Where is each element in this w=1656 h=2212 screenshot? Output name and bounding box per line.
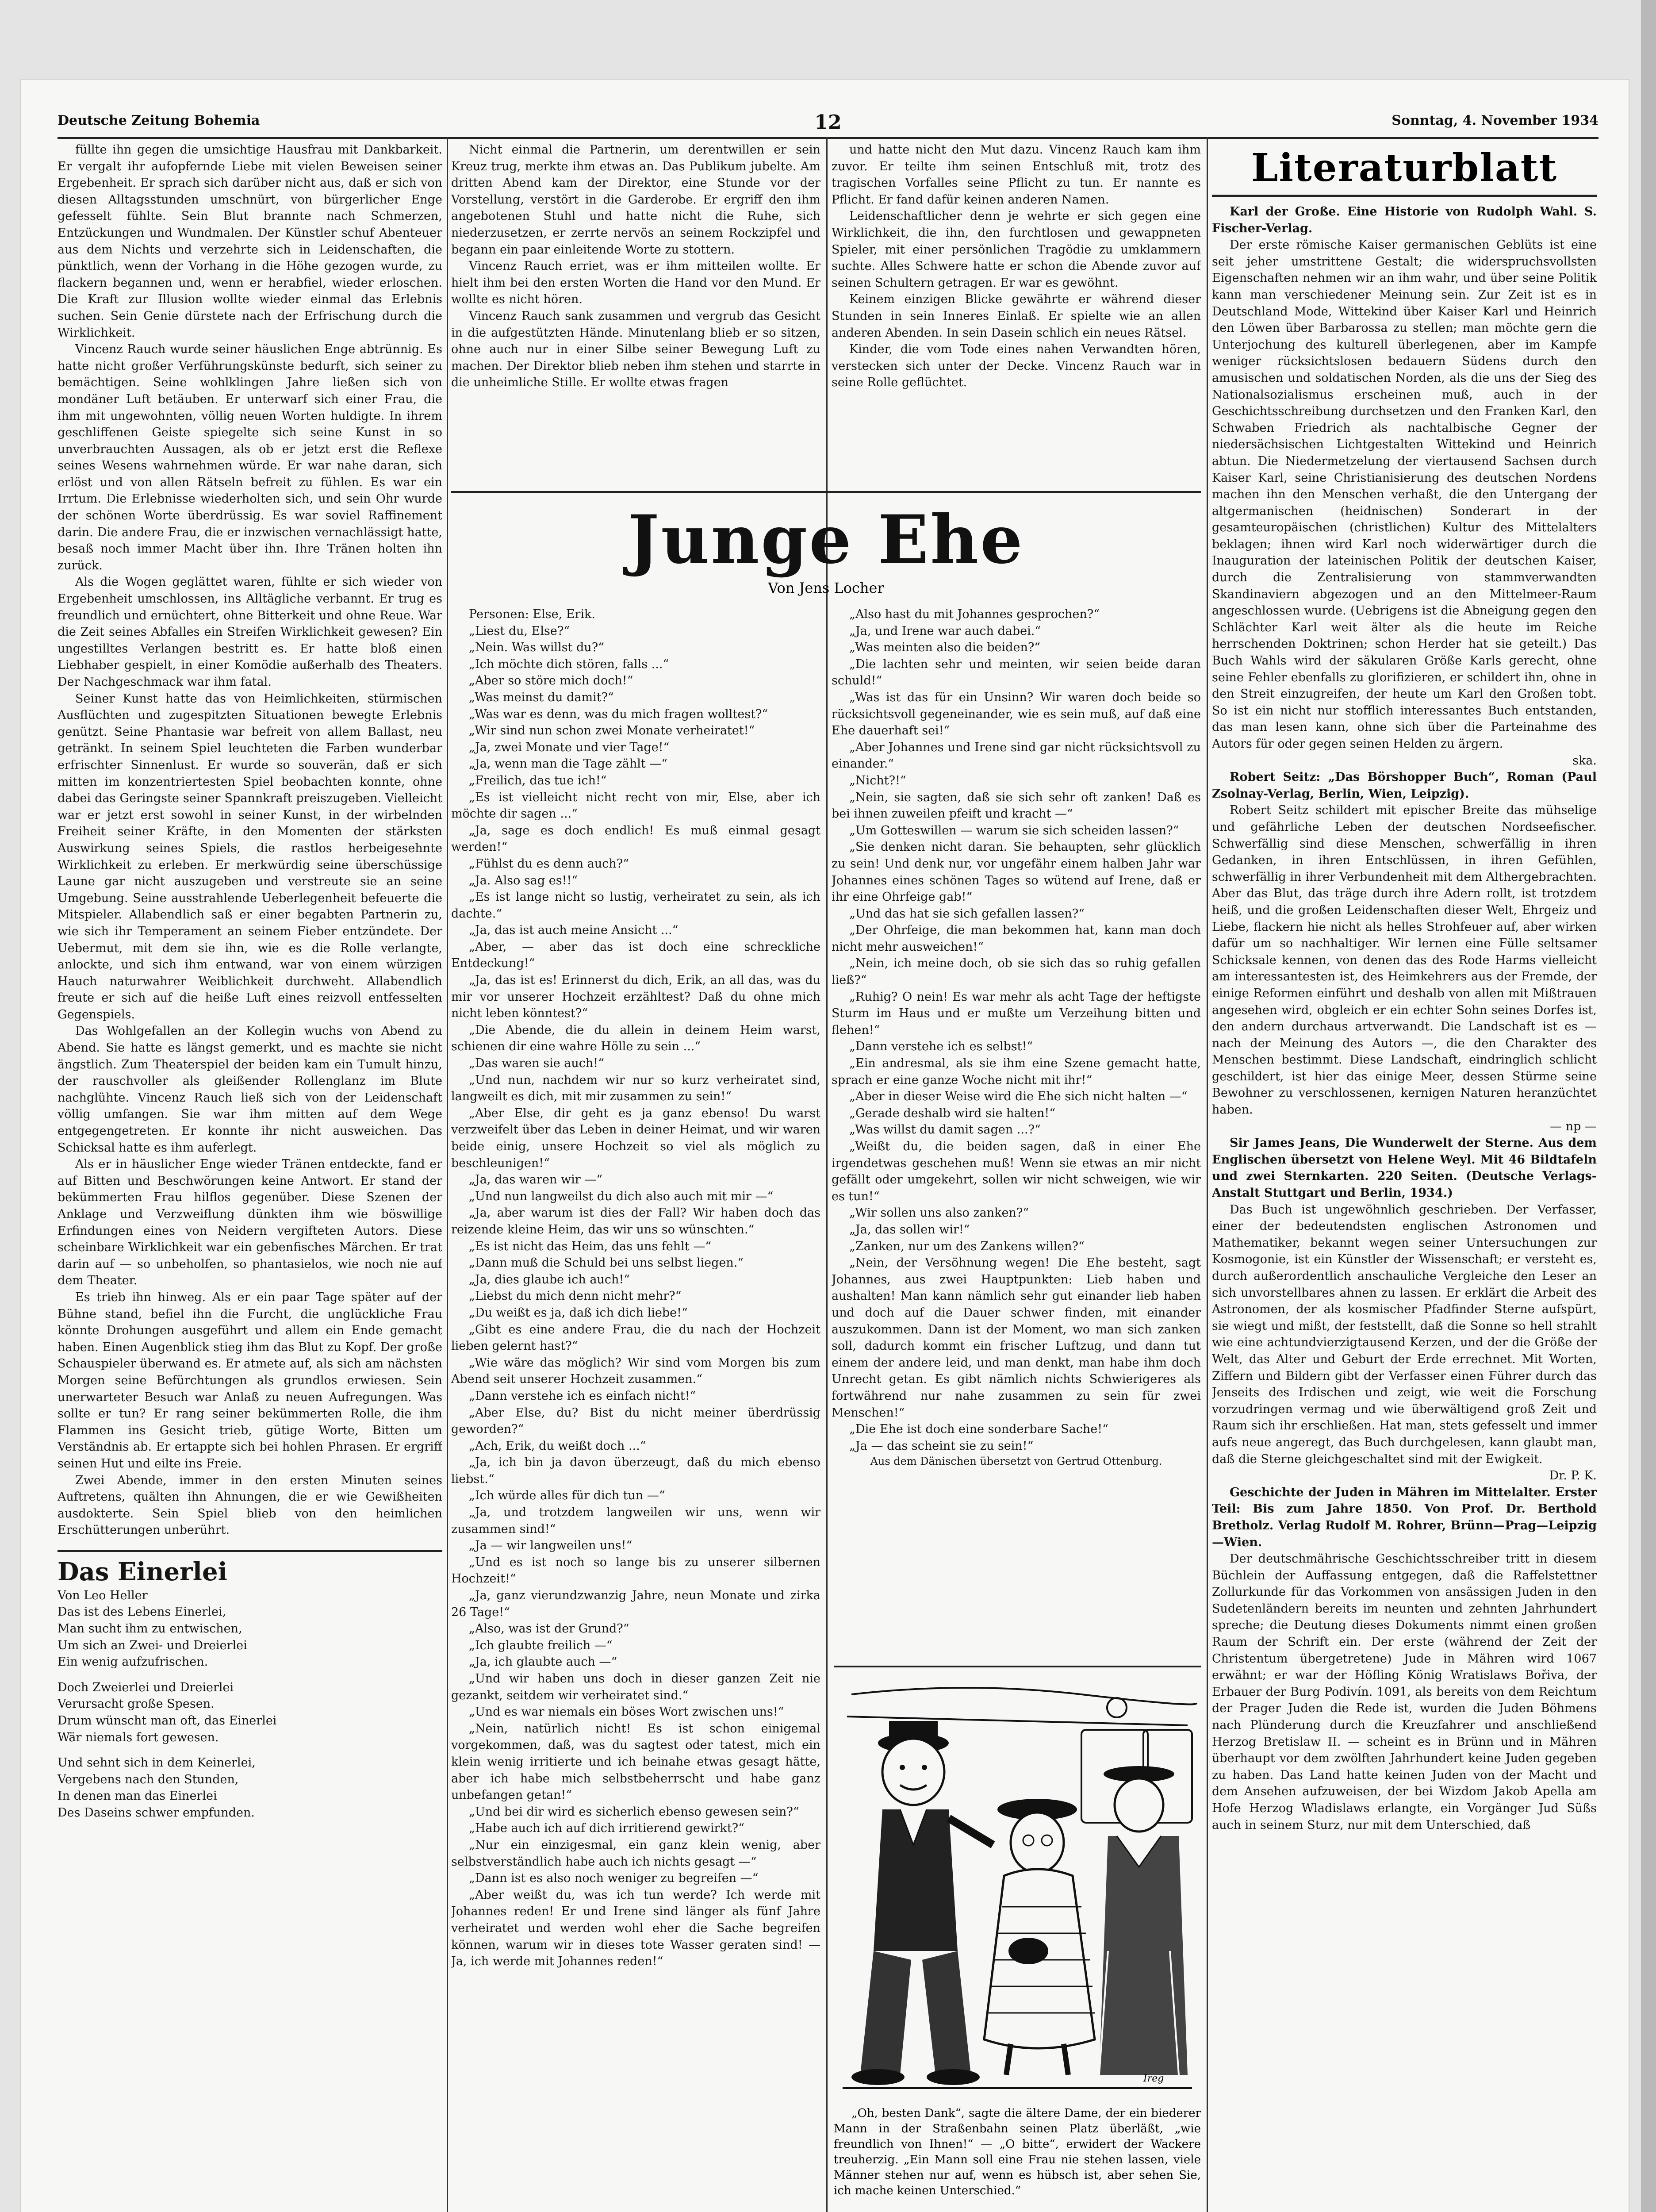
dialogue-line: „Die Ehe ist doch eine sonderbare Sache!“ [849,1422,1108,1436]
dialogue-line: „Zanken, nur um des Zankens willen?“ [849,1239,1085,1253]
dialogue-line: „Ja, das ist auch meine Ansicht ...“ [469,923,678,937]
dialogue-line: „Ein andresmal, als sie ihm eine Szene gemacht hatte, sprach er eine ganze Woche nicht mit ihr!“ [832,1056,1201,1087]
dialogue-line: „Und wir haben uns doch in dieser ganzen Zeit nie gezankt, seitdem wir verheiratet sind.“ [451,1672,820,1702]
dialogue-line: „Was war es denn, was du mich fragen wolltest?“ [469,707,768,721]
story-paragraph: Kinder, die vom Tode eines nahen Verwandten hören, verstecken sich unter der Decke. Vincenz Rauch war in seine Rolle geflüchtet. [832,342,1201,390]
dialogue-line: „Also hast du mit Johannes gesprochen?“ [849,607,1100,621]
poem-line: Um sich an Zwei- und Dreierlei [58,1638,247,1652]
poem-line: Und sehnt sich in dem Keinerlei, [58,1756,256,1770]
dialogue-line: „Du weißt es ja, daß ich dich liebe!“ [469,1306,688,1320]
story-paragraph: Zwei Abende, immer in den ersten Minuten seines Auftretens, quälten ihn Ahnungen, die er wie Gewißheiten ausdokterte. Sein Spiel blieb von den heimlichen Erschütterungen unberührt. [58,1473,442,1537]
dialogue-line: „Ja, das ist es! Erinnerst du dich, Erik, an all das, was du mir vor unserer Hochzeit erzähltest? Daß du ohne mich nicht leben könntest?“ [451,973,820,1021]
review-heading [1212,769,1597,802]
dialogue-line: „Habe auch ich auf dich irritierend gewirkt?“ [469,1821,744,1836]
page-header [58,113,1598,134]
newspaper-name: Deutsche Zeitung Bohemia [58,113,260,128]
dialogue-column-right [832,606,1201,1624]
review-text: Der erste römische Kaiser germanischen Geblüts ist eine seit jeher umstrittene Gestalt; die widerspruchsvollsten Eigenschaften nehmen wir an ihm wahr, und über seine Politik kann man verschiedener Meinung sein. Zur Zeit ist es in Deutschland Mode, Wittekind über Kaiser Karl und Heinrich den Löwen über Barbarossa zu stellen; man möchte gern die Unterjochung des kulturell überlegenen, aber im Kampfe weniger rücksichtslosen bedauern Südens durch den amusischen und soldatischen Norden, als die uns der Sieg des Nationalsozialismus erscheinen muß, auch in der Geschichtsschreibung durchsetzen und den Franken Karl, den Schwaben Friedrich als nachtalbische Gegner der niedersächsischen Lichtgestalten Wittekind und Heinrich abtun. Die Niedermetzelung der viertausend Sachsen durch Kaiser Karl, seine Christianisierung des deutschen Nordens machen ihn den Menschen verhaßt, die den Untergang der altgermanischen (heidnischen) Sonderart in der gesamteuropäischen (christlichen) Kultur des Mittelalters beklagen; ihnen wird Karl noch widerwärtiger durch die Inauguration der lateinischen Politik der deutschen Kaiser, durch die Zentralisierung von stammverwandten Skandinaviern abgezogen und an den Mittelmeer-Raum angeschlossen wurde. (Uebrigens ist die Abneigung gegen den Schlächter Karl weit älter als die heute im Reiche herrschenden Doktrinen; schon Herder hat sie geteilt.) Das Buch Wahls wird der säkularen Größe Karls gerecht, ohne seine Fehler ebenfalls zu glorifizieren, er schildert ihn, ohne in den Streit einzugreifen, der heute um Karl den Großen tobt. So ist ein nicht nur stofflich interessantes Buch entstanden, das man lesen kann, ohne sich über die Parteinahme des Autors für oder gegen seinen Helden zu ärgern. [1212,238,1597,751]
review-signature: Dr. P. K. [1549,1469,1597,1483]
dialogue-line: „Nein, sie sagten, daß sie sich sehr oft zanken! Daß es bei ihnen zuweilen pfeift und kracht —“ [832,790,1201,821]
review-heading [1212,1135,1597,1201]
story-paragraph: Das Wohlgefallen an der Kollegin wuchs von Abend zu Abend. Sie hatte es längst gemerkt, und es machte sie nicht ängstlich. Zum Theaterspiel der beiden kam ein Tumult hinzu, der rauschvoller als gleißender Rollenglanz im Blute nachglühte. Vincenz Rauch ließ sich von der Leidenschaft völlig umfangen. Sie war ihm mitten auf dem Wege entgegengetreten. Er konnte ihr nicht ausweichen. Das Schicksal hatte es ihm auferlegt. [58,1024,442,1155]
dialogue-line: „Nur ein einzigesmal, ein ganz klein wenig, aber selbstverständlich habe auch ich nichts gesagt —“ [451,1838,820,1869]
story-column-1 [58,142,442,2212]
review-signature: — np — [1550,1119,1597,1133]
dialogue-line: „Ja, wenn man die Tage zählt —“ [469,757,668,771]
review-title: Robert Seitz: „Das Börshopper Buch“, Roman (Paul Zsolnay-Verlag, Berlin, Wien, Leipzig). [1212,770,1597,801]
translation-note: Aus dem Dänischen übersetzt von Gertrud Ottenburg. [870,1455,1162,1468]
dialogue-line: „Ich würde alles für dich tun —“ [469,1489,665,1503]
dialogue-line: „Wie wäre das möglich? Wir sind vom Morgen bis zum Abend seit unserer Hochzeit zusammen.“ [451,1356,820,1386]
dialogue-line: „Ich glaubte freilich —“ [469,1638,613,1652]
story-paragraph: und hatte nicht den Mut dazu. Vincenz Rauch kam ihm zuvor. Er teilte ihm seinen Entschluß mit, trotz des tragischen Vorfalles seine Pflicht zu tun. Er nannte es Pflicht. Er fand dafür keinen anderen Namen. [832,143,1201,207]
section-rule [1212,195,1597,197]
poem-line: Doch Zweierlei und Dreierlei [58,1680,234,1694]
dialogue-line: „Nein. Was willst du?“ [469,641,604,655]
dialogue-line: „Dann verstehe ich es selbst!“ [849,1040,1033,1054]
dialogue-line: „Ja — das scheint sie zu sein!“ [849,1439,1034,1453]
review-heading [1212,1484,1597,1551]
dialogue-line: „Was willst du damit sagen ...?“ [849,1123,1041,1137]
dialogue-line: „Und nun langweilst du dich also auch mit mir —“ [469,1189,774,1203]
dialogue-line: „Das waren sie auch!“ [469,1056,604,1071]
dialogue-line: „Gerade deshalb wird sie halten!“ [849,1106,1056,1120]
review-column [1212,204,1597,2212]
dialogue-line: „Nicht?!“ [849,773,906,787]
dialogue-line: „Ja, sage es doch endlich! Es muß einmal gesagt werden!“ [451,823,820,854]
dialogue-line: „Aber in dieser Weise wird die Ehe sich nicht halten —“ [849,1090,1188,1104]
poem-byline: Von Leo Heller [58,1588,148,1602]
dialogue-line: „Aber weißt du, was ich tun werde? Ich werde mit Johannes reden! Er und Irene sind länger als fünf Jahre verheiratet und werden wohl eher die Sache begreifen können, warum wir in dieses tote Wasser geraten sind! — Ja, ich werde mit Johannes reden!“ [451,1888,820,1969]
dialogue-line: „Dann verstehe ich es einfach nicht!“ [469,1389,696,1403]
dialogue-line: „Sie denken nicht daran. Sie behaupten, sehr glücklich zu sein! Und denk nur, vor ungefähr einem halben Jahr war Johannes eines schönen Tages so wütend auf Irene, daß er ihr eine Ohrfeige gab!“ [832,840,1201,904]
dialogue-line: „Ja, aber warum ist dies der Fall? Wir haben doch das reizende kleine Heim, das wir uns so wünschten.“ [451,1206,820,1237]
dialogue-line: „Aber Else, du? Bist du nicht meiner überdrüssig geworden?“ [451,1406,820,1436]
dialogue-line: „Ja. Also sag es!!“ [469,873,578,887]
poem-line: Ein wenig aufzufrischen. [58,1655,208,1669]
dialogue-line: „Wir sollen uns also zanken?“ [849,1206,1029,1220]
dialogue-line: „Und nun, nachdem wir nur so kurz verheiratet sind, langweilt es dich, mit mir zusammen zu sein!“ [451,1073,820,1104]
tram-cartoon [834,1677,1201,2101]
section-title-literaturblatt: Literaturblatt [1251,146,1558,190]
dialogue-line: „Weißt du, die beiden sagen, daß in einer Ehe irgendetwas geschehen muß! Wenn sie etwas an mir nicht gefällt oder umgekehrt, sollen wir nicht schweigen, wie wir es tun!“ [832,1140,1201,1203]
dialogue-line: „Und es war niemals ein böses Wort zwischen uns!“ [469,1705,784,1719]
review-signature: ska. [1572,753,1597,768]
dialogue-line: Personen: Else, Erik. [469,607,595,621]
column-rule-2 [826,137,828,2212]
poem-line: Vergebens nach den Stunden, [58,1772,239,1786]
dialogue-line: „Dann ist es also noch weniger zu begreifen —“ [469,1871,759,1886]
story-paragraph: Seiner Kunst hatte das von Heimlichkeiten, stürmischen Ausflüchten und zugespitzten Situationen bewegte Erlebnis genützt. Seine Phantasie war befreit von allem Ballast, neu getränkt. In seinem Spiel leuchteten die Farben wunderbar erfrischter Sinnenlust. Er wurde so souverän, daß er sich mitten im konzentriertesten Spiel beobachten konnte, ohne dabei das Geringste seiner Spannkraft preiszugeben. Vielleicht war er jetzt erst sowohl in seiner Kunst, in der wirbelnden Freiheit seiner Kräfte, in den Momenten der stärksten Auswirkung seines Spiels, die rastlos herbeigesehnte Wirklichkeit zu erleben. Er merkwürdig seine überschüssige Laune gar nicht auszugeben und verstreute sie an seine Umgebung. Seine ausstrahlende Ueberlegenheit befeuerte die Mitspieler. Allabendlich saß er einer begabten Partnerin zu, wie sich ihr Temperament an seinem Fieber entzündete. Der Uebermut, mit dem sie ihn, wie es die Rolle verlangte, anlockte, und sich ihm entwand, war von einem würzigen Hauch naturwahrer Weiblichkeit durchweht. Allabendlich freute er sich auf die heiße Luft eines reizvoll entfesselten Gegenspiels. [58,691,442,1022]
story-paragraph: füllte ihn gegen die umsichtige Hausfrau mit Dankbarkeit. Er vergalt ihr aufopfernde Liebe mit vielen Beweisen seiner Ergebenheit. Er sprach sich darüber nicht aus, daß er sich von diesen Alltagsstunden umschnürt, von bürgerlicher Enge gefesselt fühlte. Sein Blut brannte nach Schmerzen, Entzückungen und Wundmalen. Der Künstler schuf Abenteuer aus dem Nichts und verzehrte sich in Leidenschaften, die pünktlich, wenn der Vorhang in die Höhe gezogen wurde, zu flackern begannen und, wenn er herabfiel, wieder erloschen. Die Kraft zur Illusion wollte wieder einmal das Erlebnis suchen. Sein Genie dürstete nach der Erfrischung durch die Wirklichkeit. [58,143,442,340]
dialogue-line: „Liest du, Else?“ [469,624,570,638]
dialogue-line: „Ja, zwei Monate und vier Tage!“ [469,740,670,754]
dialogue-line: „Und bei dir wird es sicherlich ebenso gewesen sein?“ [469,1805,799,1819]
caption-text: „Oh, besten Dank“, sagte die ältere Dame, der ein biederer Mann in der Straßenbahn seinen Platz überläßt, „wie freundlich von Ihnen!“ — „O bitte“, erwidert der Wackere treuherzig. „Ein Mann soll eine Frau nie stehen lassen, viele Männer stehen nur auf, wenn es hübsch ist, aber sehen Sie, ich mache keinen Unterschied.“ [834,2107,1201,2197]
story-paragraph: Keinem einzigen Blicke gewährte er während dieser Stunden in sein Inneres Einlaß. Er spielte wie an allen anderen Abenden. In sein Dasein schlich ein neues Rätsel. [832,292,1201,340]
column-rule-3 [1207,137,1208,2212]
article-title: Junge Ehe [628,501,1024,579]
stanza-gap [58,1746,442,1755]
dialogue-line: „Ja, und trotzdem langweilen wir uns, wenn wir zusammen sind!“ [451,1505,820,1536]
story-paragraph: Als die Wogen geglättet waren, fühlte er sich wieder von Ergebenheit umschlossen, ins Alltägliche verbannt. Er trug es freundlich und ernüchtert, ohne Bitterkeit und ohne Reue. War die Zeit seines Abfalles ein Streifen Wirklichkeit gewesen? Ein ungestilltes Verlangen bestritt es. Er hatte bloß einen Liebhaber gespielt, in einer Komödie außerhalb des Theaters. Der Nachgeschmack war ihm fatal. [58,575,442,689]
dialogue-line: „Ja, ich bin ja davon überzeugt, daß du mich ebenso liebst.“ [451,1455,820,1486]
poem-line: Man sucht ihm zu entwischen, [58,1622,242,1636]
dialogue-line: „Ja — wir langweilen uns!“ [469,1539,632,1553]
dialogue-line: „Nein, ich meine doch, ob sie sich das so ruhig gefallen ließ?“ [832,956,1201,987]
review-text: Der deutschmährische Geschichtsschreiber tritt in diesem Büchlein der Auffassung entgegen, daß die Raffelstettner Zollurkunde für das Vorkommen von ansässigen Juden in den Sudetenländern bereits im neunten und zehnten Jahrhundert spreche; die Deutung dieses Dokuments nimmt einen großen Raum der Schrift ein. Der erste (während der Zeit der Christentum übergetretene) Jude in Mähren wird 1067 erwähnt; er war der Höfling König Wratislaws Bořiva, der Erbauer der Burg Podivín. 1091, als bereits von dem Reichtum der Prager Juden die Rede ist, wurden die Juden Böhmens nach Plünderung durch die Kreuzfahrer und anschließend Herzog Bretislaw II. — scheint es in Brünn und in Mähren überhaupt vor dem zwölften Jahrhundert keine Juden gegeben zu haben. Das Land hatte keinen Juden von der Macht und dem Ansehen aufzuweisen, der bei Wizdom Jakob Apella am Hofe Herzog Wladislaws erlangte, ein Vorgänger Jud Süßs auch in seinem Sturz, nur mit dem Unterschied, daß [1212,1552,1597,1832]
poem-line: Drum wünscht man oft, das Einerlei [58,1714,277,1728]
section-rule [451,491,1201,493]
poem-einerlei [58,1556,442,1821]
story-paragraph: Vincenz Rauch sank zusammen und vergrub das Gesicht in die aufgestützten Hände. Minutenlang blieb er so sitzen, ohne auch nur in einer Silbe seiner Bewegung Luft zu machen. Der Direktor blieb neben ihm stehen und starrte in die unheimliche Stille. Er wollte etwas fragen [451,309,820,390]
dialogue-line: „Also, was ist der Grund?“ [469,1622,629,1636]
dialogue-line: „Aber Else, dir geht es ja ganz ebenso! Du warst verzweifelt über das Leben in deiner Heimat, und wir waren beide einig, unsere Hochzeit so viel als möglich zu beschleunigen!“ [451,1106,820,1170]
poem-title: Das Einerlei [58,1557,227,1586]
dialogue-line: „Aber Johannes und Irene sind gar nicht rücksichtsvoll zu einander.“ [832,740,1201,771]
dialogue-line: „Die Abende, die du allein in deinem Heim warst, schienen dir eine wahre Hölle zu sein ...“ [451,1023,820,1054]
page-number: 12 [814,111,842,134]
dialogue-line: „Was meinten also die beiden?“ [849,641,1041,655]
dialogue-line: „Aber so störe mich doch!“ [469,674,633,688]
review-heading [1212,204,1597,237]
story-paragraph: Nicht einmal die Partnerin, um derentwillen er sein Kreuz trug, merkte ihm etwas an. Das Publikum jubelte. Am dritten Abend kam der Direktor, eine Stunde vor der Vorstellung, verstört in die Garderobe. Er ergriff den ihm angebotenen Stuhl und hatte nicht die Ruhe, sich niederzusetzen, er zerrte nervös an seinem Rockzipfel und begann ein paar einleitende Worte zu stottern. [451,143,820,257]
dialogue-line: „Liebst du mich denn nicht mehr?“ [469,1289,682,1303]
dialogue-line: „Freilich, das tue ich!“ [469,773,607,787]
story-paragraph: Vincenz Rauch erriet, was er ihm mitteilen wollte. Er hielt ihm bei den ersten Worten die Hand vor den Mund. Er wollte es nicht hören. [451,259,820,307]
cartoon-signature: Ireg [1143,2073,1164,2084]
review-title: Sir James Jeans, Die Wunderwelt der Sterne. Aus dem Englischen übersetzt von Helene Weyl. Mit 46 Bildtafeln und zwei Sternkarten. 220 Seiten. (Deutsche Verlags-Anstalt Stuttgart und Berlin, 1934.) [1212,1136,1597,1200]
dialogue-line: „Ja, ich glaubte auch —“ [469,1655,617,1669]
poem-line: In denen man das Einerlei [58,1789,217,1803]
dialogue-line: „Es ist nicht das Heim, das uns fehlt —“ [469,1239,712,1253]
section-rule [834,1666,1201,1667]
dialogue-line: „Dann muß die Schuld bei uns selbst liegen.“ [469,1256,744,1270]
dialogue-line: „Ja, und Irene war auch dabei.“ [849,624,1041,638]
dialogue-line: „Was meinst du damit?“ [469,690,614,704]
dialogue-line: „Und das hat sie sich gefallen lassen?“ [849,906,1085,921]
dialogue-line: „Nein, natürlich nicht! Es ist schon einigemal vorgekommen, daß, was du sagtest oder tatest, mich ein klein wenig irritierte und ich beinahe etwas gesagt hätte, aber ich habe mich selbstbeherrscht und habe ganz unbefangen getan!“ [451,1721,820,1802]
dialogue-line: „Wir sind nun schon zwei Monate verheiratet!“ [469,724,755,738]
stanza-gap [58,1671,442,1679]
dialogue-line: „Ich möchte dich stören, falls ...“ [469,657,669,671]
dialogue-column-left [451,606,820,2212]
review-title: Geschichte der Juden in Mähren im Mittelalter. Erster Teil: Bis zum Jahre 1850. Von Prof. Dr. Berthold Bretholz. Verlag Rudolf M. Rohrer, Brünn—Prag—Leipzig—Wien. [1212,1485,1597,1549]
review-text: Robert Seitz schildert mit epischer Breite das mühselige und gefährliche Leben der deutschen Nordseefischer. Schwerfällig sind diese Menschen, schwerfällig in ihren Gedanken, in ihren Entschlüssen, in ihren Gefühlen, schwerfällig in ihrer Verbundenheit mit dem Althergebrachten. Aber das Blut, das träge durch ihre Adern rollt, ist trotzdem heiß, und die großen Leidenschaften dieser Welt, Ehrgeiz und Liebe, flackern hie nicht als helles Strohfeuer auf, aber wirken dafür um so nachhaltiger. Wir lernen eine Fülle seltsamer Schicksale kennen, von denen das des Rode Harms vielleicht am interessantesten ist, des Heimkehrers aus der Fremde, der einige Reformen einführt und deshalb von allen mit Mißtrauen angesehen wird, obgleich er ein echter Sohn seines Dorfes ist, den andern durchaus artverwandt. Die Landschaft ist es — nach der Meinung des Autors —, die den Charakter des Menschen bestimmt. Diese Landschaft, eindringlich schlicht geschildert, ist hier das einige Meer, dessen Stürme seine Bewohner zu verschlossenen, kernigen Naturen heranzüchtet haben. [1212,803,1597,1117]
dialogue-line: „Ruhig? O nein! Es war mehr als acht Tage der heftigste Sturm im Haus und er mußte um Verzeihung bitten und flehen!“ [832,990,1201,1037]
review-title: Karl der Große. Eine Historie von Rudolph Wahl. S. Fischer-Verlag. [1212,205,1597,235]
dialogue-line: „Aber, — aber das ist doch eine schreckliche Entdeckung!“ [451,940,820,971]
story-paragraph: Als er in häuslicher Enge wieder Tränen entdeckte, fand er auf Bitten und Beschwörungen keine Antwort. Er stand der bekümmerten Frau hilflos gegenüber. Diese Szenen der Anklage und Verzweiflung dünkten ihm wie böswillige Erfindungen eines von Neidern vergifteten Autors. Diese scheinbare Wirklichkeit war ein gebenfisches Märchen. Er trat darin auf — so unbeholfen, so phantasielos, wie noch nie auf dem Theater. [58,1157,442,1288]
dialogue-line: „Es ist vielleicht nicht recht von mir, Else, aber ich möchte dir sagen ...“ [451,790,820,821]
review-text: Das Buch ist ungewöhnlich geschrieben. Der Verfasser, einer der bedeutendsten englischen Astronomen und Mathematiker, bekannt wegen seiner Untersuchungen zur Kosmogonie, ist ein Künstler der Wissenschaft; er versteht es, durch außerordentlich anschauliche Vergleiche den Leser an sich unvorstellbares ahnen zu lassen. Er erklärt die Arbeit des Astronomen, der als kosmischer Pfadfinder Sterne aufspürt, sie wiegt und mißt, der feststellt, daß die Sonne so hell strahlt wie eine achtundvierzigtausend Kerzen, und der die Größe der Welt, das Alter und Geburt der Erde errechnet. Mit Worten, Ziffern und Bildern gibt der Verfasser einen Führer durch das Jenseits des Irdischen und zeigt, wie weit die Forschung vorzudringen vermag und wie überwältigend groß Zeit und Raum sich ihr erschließen. Hat man, stets gefesselt und immer aufs neue angeregt, das Buch durchgelesen, kann glaubt man, daß die Sterne gleichgeschaltet sind mit der Ewigkeit. [1212,1202,1597,1466]
dialogue-line: „Fühlst du es denn auch?“ [469,856,629,871]
dialogue-line: „Es ist lange nicht so lustig, verheiratet zu sein, als ich dachte.“ [451,890,820,921]
dialogue-line: „Ja, das waren wir —“ [469,1173,602,1187]
poem-line: Des Daseins schwer empfunden. [58,1806,255,1820]
dialogue-line: „Ach, Erik, du weißt doch ...“ [469,1439,646,1453]
cartoon-caption [834,2106,1201,2199]
dialogue-line: „Was ist das für ein Unsinn? Wir waren doch beide so rücksichtsvoll gegeneinander, wie es sein muß, auf daß eine Ehe dauerhaft sei!“ [832,690,1201,738]
header-rule [58,137,1598,139]
issue-date: Sonntag, 4. November 1934 [1392,113,1598,128]
column-rule-1 [447,137,448,2212]
story-paragraph: Leidenschaftlicher denn je wehrte er sich gegen eine Wirklichkeit, die ihn, den furchtlosen und gewappneten Spieler, mit einer persönlichen Tragödie zu umklammern suchte. Alles Schwere hatte er schon die Abende zuvor auf seinen Schultern getragen. Er war es gewöhnt. [832,209,1201,290]
dialogue-line: „Ja, dies glaube ich auch!“ [469,1272,630,1286]
dialogue-line: „Und es ist noch so lange bis zu unserer silbernen Hochzeit!“ [451,1555,820,1586]
poem-line: Wär niemals fort gewesen. [58,1730,219,1744]
poem-line: Verursacht große Spesen. [58,1697,215,1711]
dialogue-line: „Ja, das sollen wir!“ [849,1222,970,1237]
article-byline: Von Jens Locher [768,580,884,596]
story-paragraph: Vincenz Rauch wurde seiner häuslichen Enge abtrünnig. Es hatte nicht großer Verführungskünste bedurft, sich seiner zu bemächtigen. Seine wohlklingen Jahre ließen sich von mondäner Luft betäuben. Er unterwarf sich einer Frau, die ihm mit ungewohnten, völlig neuen Worten huldigte. In ihrem geschliffenen Geiste spiegelte sich seine Kunst in so unverbrauchten Aussagen, als ob er jetzt erst die Reflexe seines Wesens wahrnehmen würde. Er war nahe daran, sich erlöst und von allen Rätseln befreit zu fühlen. Es war ein Irrtum. Die Erlebnisse wiederholten sich, und sein Ohr wurde der schönen Worte überdrüssig. Es war soviel Raffinement darin. Die andere Frau, die er inzwischen vernachlässigt hatte, besaß noch immer Macht über ihn. Ihre Tränen holten ihn zurück. [58,342,442,572]
section-rule [58,1550,442,1552]
poem-line: Das ist des Lebens Einerlei, [58,1605,226,1619]
scan-edge [1641,0,1656,2212]
dialogue-line: „Um Gotteswillen — warum sie sich scheiden lassen?“ [849,823,1179,837]
story-paragraph: Es trieb ihn hinweg. Als er ein paar Tage später auf der Bühne stand, befiel ihn die Furcht, die unglückliche Frau könnte Drohungen ausgeführt und allem ein Ende gemacht haben. Einen Augenblick stieg ihm das Blut zu Kopf. Der große Schauspieler überwand es. Er atmete auf, als sich am nächsten Morgen seine Befürchtungen als grundlos erwiesen. Sein unerwarteter Besuch war Anlaß zu neuen Aufregungen. Was sollte er tun? Er rang seiner bekümmerten Rolle, die ihm Flammen ins Gesicht trieb, gütige Worte, Bitten um Verständnis ab. Er ertappte sich bei hohlen Phrasen. Er ergriff seinen Hut und eilte ins Freie. [58,1290,442,1471]
dialogue-line: „Der Ohrfeige, die man bekommen hat, kann man doch nicht mehr ausweichen!“ [832,923,1201,954]
dialogue-line: „Ja, ganz vierundzwanzig Jahre, neun Monate und zirka 26 Tage!“ [451,1589,820,1619]
dialogue-line: „Gibt es eine andere Frau, die du nach der Hochzeit lieben gelernt hast?“ [451,1322,820,1353]
dialogue-line: „Nein, der Versöhnung wegen! Die Ehe besteht, sagt Johannes, aus zwei Hauptpunkten: Lieb haben und aushalten! Man kann nämlich sehr gut einander lieb haben und doch auf die Dauer schwer finden, mit einander auszukommen. Dann ist der Moment, wo man sich zanken soll, dadurch kommt ein frischer Luftzug, und dann tut einem der andere leid, und man denkt, man habe ihm doch Unrecht getan. Es gibt nämlich nichts Schwierigeres als fortwährend nur nahe zusammen zu sein für zwei Menschen!“ [832,1256,1201,1420]
dialogue-line: „Die lachten sehr und meinten, wir seien beide daran schuld!“ [832,657,1201,688]
